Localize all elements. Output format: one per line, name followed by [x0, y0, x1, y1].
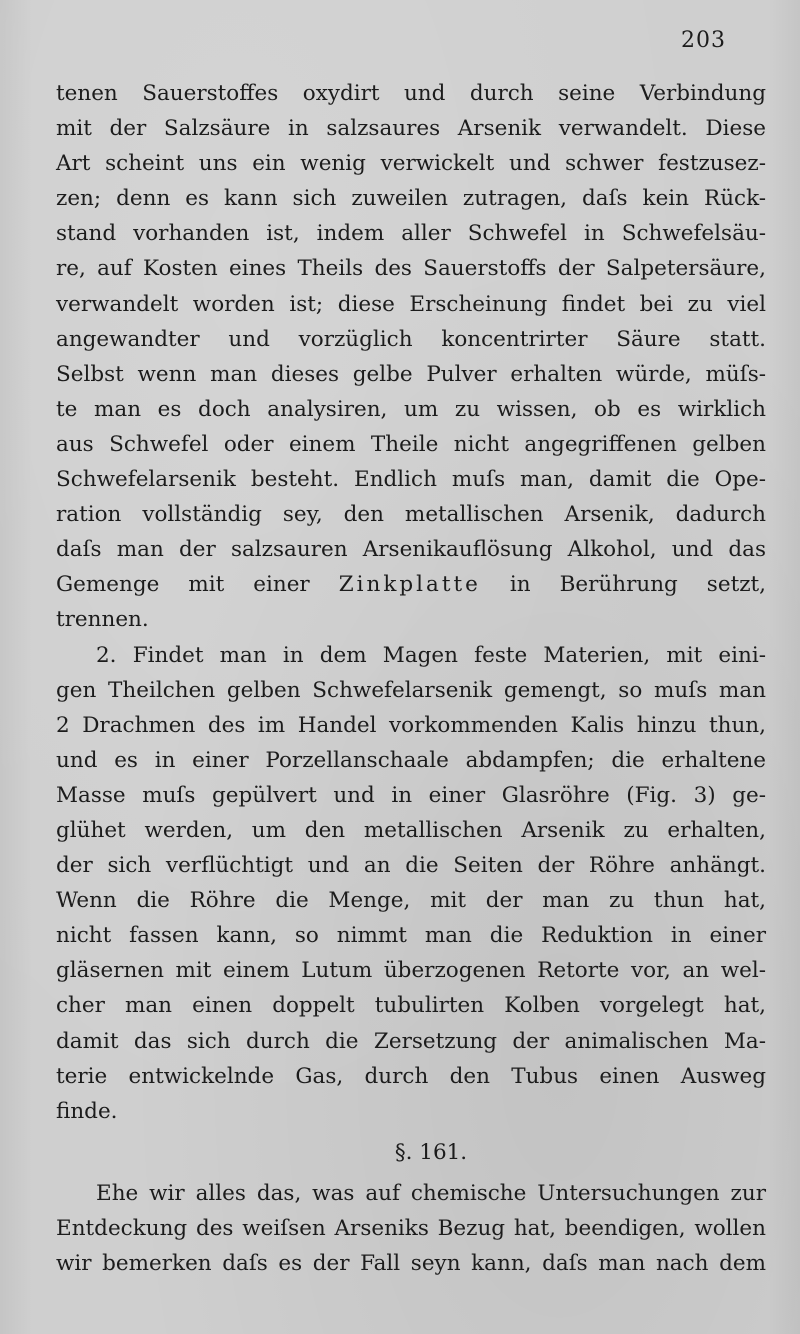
text-line: terie entwickelnde Gas, durch den Tubus einen Ausweg: [56, 1063, 766, 1089]
text-line: 2. Findet man in dem Magen feste Materien, mit eini-: [96, 642, 766, 668]
text-line: cher man einen doppelt tubulirten Kolben vorgelegt hat,: [56, 993, 766, 1019]
text-line: stand vorhanden ist, indem aller Schwefel in Schwefelsäu-: [56, 221, 766, 247]
text-line: Art scheint uns ein wenig verwickelt und schwer festzusez-: [56, 151, 766, 177]
text-line-gemenge: [56, 567, 766, 602]
text-line: verwandelt worden ist; diese Erscheinung findet bei zu viel: [56, 291, 766, 317]
text-line: wir bemerken daſs es der Fall seyn kann, daſs man nach dem: [56, 1251, 766, 1277]
body-text: [56, 76, 766, 1281]
text-line: Selbst wenn man dieses gelbe Pulver erhalten würde, müſs-: [56, 361, 766, 387]
text-line: der sich verflüchtigt und an die Seiten der Röhre anhängt.: [56, 853, 766, 879]
section-heading: §. 161.: [394, 1139, 468, 1165]
text-line: te man es doch analysiren, um zu wissen, ob es wirklich: [56, 396, 766, 422]
text-line: 2 Drachmen des im Handel vorkommenden Kalis hinzu thun,: [56, 712, 766, 738]
text-fragment: Gemenge mit einer: [56, 572, 339, 598]
spaced-emphasis: Zinkplatte: [338, 572, 481, 598]
text-line: nicht fassen kann, so nimmt man die Reduktion in einer: [56, 923, 766, 949]
text-line: mit der Salzsäure in salzsaures Arsenik verwandelt. Diese: [56, 116, 766, 142]
text-line: gläsernen mit einem Lutum überzogenen Retorte vor, an wel-: [56, 958, 766, 984]
text-line: damit das sich durch die Zersetzung der animalischen Ma-: [56, 1028, 766, 1054]
text-line: zen; denn es kann sich zuweilen zutragen, daſs kein Rück-: [56, 186, 766, 212]
text-fragment: in Berührung setzt,: [480, 572, 767, 598]
text-line: Entdeckung des weiſsen Arseniks Bezug hat, beendigen, wollen: [56, 1216, 766, 1241]
text-line: daſs man der salzsauren Arsenikauflösung Alkohol, und das: [56, 537, 766, 563]
text-line: re, auf Kosten eines Theils des Sauerstoffs der Salpetersäure,: [56, 256, 766, 282]
text-line: gen Theilchen gelben Schwefelarsenik gemengt, so muſs man: [56, 677, 766, 703]
text-line: Schwefelarsenik besteht. Endlich muſs man, damit die Ope-: [56, 467, 766, 493]
text-line: aus Schwefel oder einem Theile nicht angegriffenen gelben: [56, 431, 766, 457]
text-line: angewandter und vorzüglich koncentrirter Säure statt.: [56, 326, 766, 352]
text-line: und es in einer Porzellanschaale abdampfen; die erhaltene: [56, 747, 766, 773]
text-line: tenen Sauerstoffes oxydirt und durch seine Verbindung: [56, 81, 766, 106]
page-number: 203: [681, 28, 726, 53]
text-line: finde.: [56, 1098, 118, 1124]
text-line: trennen.: [56, 607, 149, 633]
text-line: ration vollständig sey, den metallischen Arsenik, dadurch: [56, 502, 766, 528]
text-line: glühet werden, um den metallischen Arsenik zu erhalten,: [56, 817, 766, 843]
text-line: Masse muſs gepülvert und in einer Glasröhre (Fig. 3) ge-: [56, 782, 766, 808]
text-line: Ehe wir alles das, was auf chemische Untersuchungen zur: [96, 1180, 766, 1206]
text-line: Wenn die Röhre die Menge, mit der man zu thun hat,: [56, 888, 766, 914]
